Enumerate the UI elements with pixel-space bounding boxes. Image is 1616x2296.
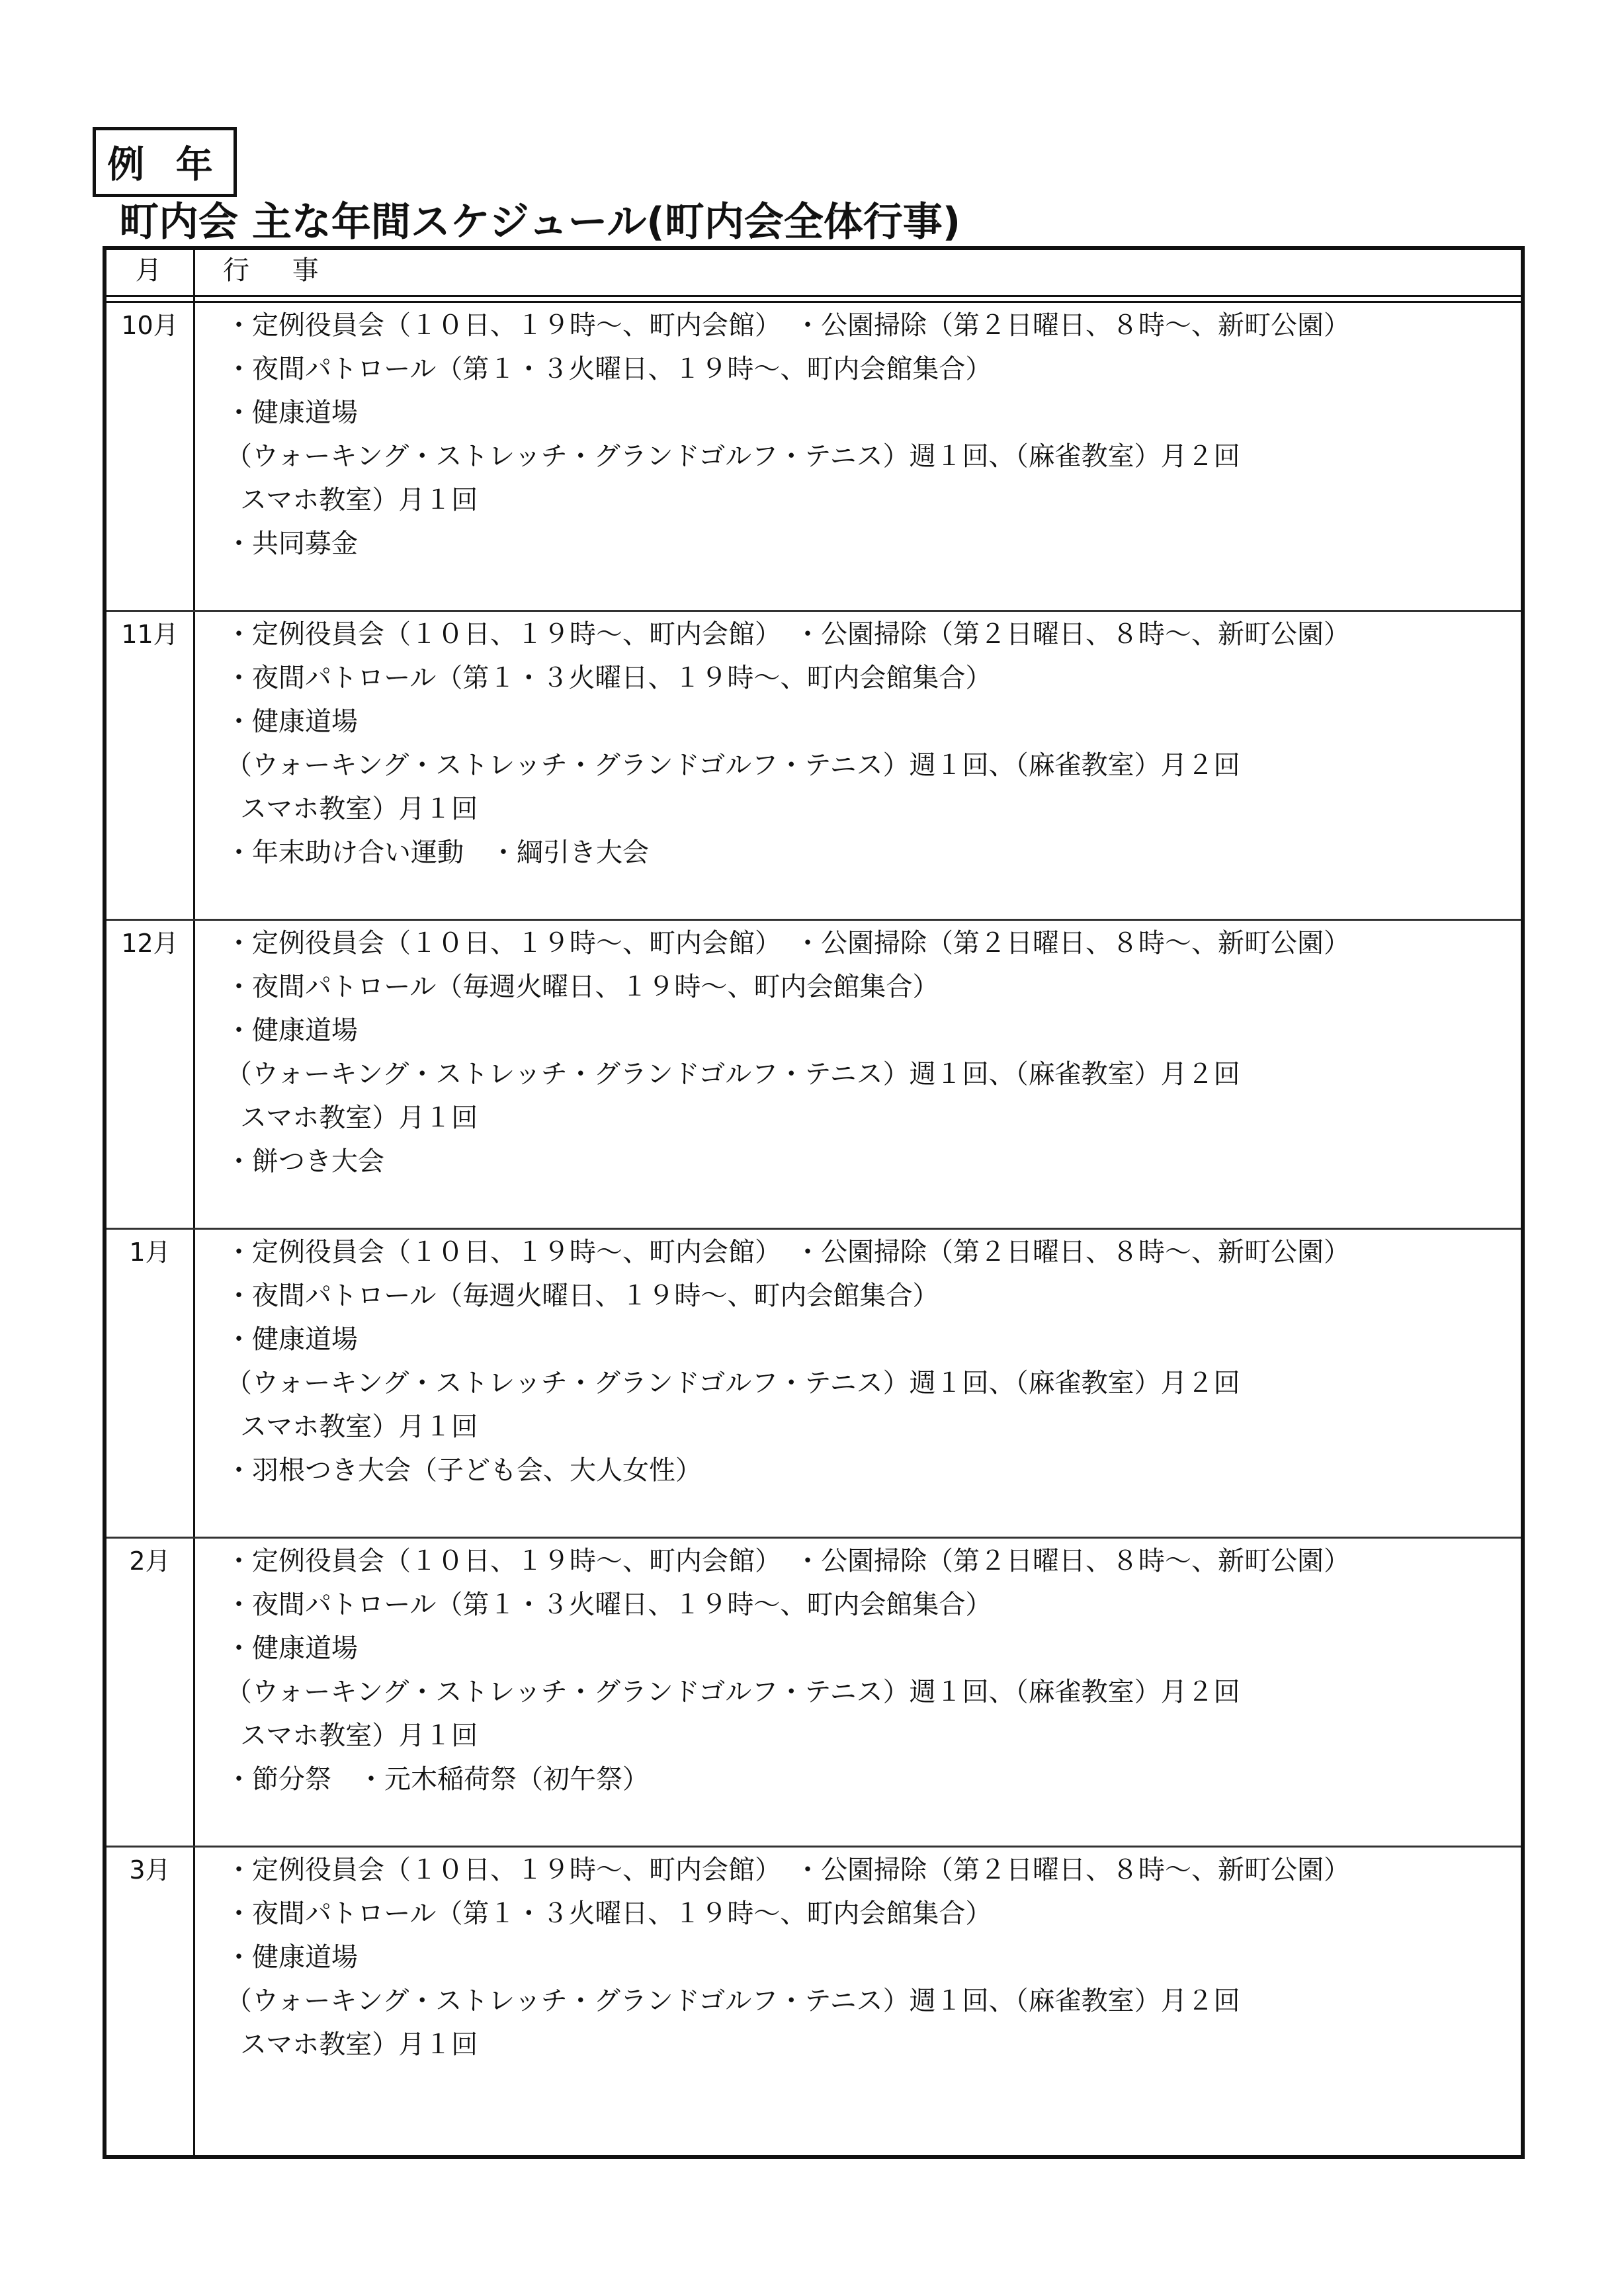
month-label: 2月 bbox=[129, 1547, 171, 1576]
table-header bbox=[106, 250, 1521, 295]
event-line: ・健康道場 bbox=[226, 1015, 358, 1046]
event-line: ・餅つき大会 bbox=[226, 1146, 384, 1177]
event-line: スマホ教室）月１回 bbox=[240, 794, 478, 824]
event-line: ・健康道場 bbox=[226, 1324, 358, 1355]
event-line: ・節分祭 ・元木稲荷祭（初午祭） bbox=[226, 1764, 649, 1795]
event-line: ・定例役員会（１０日、１９時～、町内会館） ・公園掃除（第２日曜日、８時～、新町公園） bbox=[226, 928, 1350, 958]
month-label: 1月 bbox=[129, 1238, 171, 1267]
event-line: （ウォーキング・ストレッチ・グランドゴルフ・テニス）週１回、（麻雀教室）月２回 bbox=[226, 1059, 1240, 1089]
event-line: ・健康道場 bbox=[226, 1942, 358, 1973]
event-line: ・共同募金 bbox=[226, 529, 358, 559]
event-line: （ウォーキング・ストレッチ・グランドゴルフ・テニス）週１回、（麻雀教室）月２回 bbox=[226, 750, 1240, 781]
month-row-march bbox=[106, 1848, 1521, 2156]
month-row-october bbox=[106, 303, 1521, 612]
header-month: 月 bbox=[135, 255, 165, 286]
event-line: スマホ教室）月１回 bbox=[240, 1412, 478, 1442]
section-tag-label: 例 年 bbox=[107, 144, 222, 187]
event-line: ・定例役員会（１０日、１９時～、町内会館） ・公園掃除（第２日曜日、８時～、新町公園） bbox=[226, 619, 1350, 650]
month-row-december bbox=[106, 921, 1521, 1230]
event-list bbox=[226, 617, 1508, 879]
schedule-table bbox=[103, 246, 1525, 2159]
month-row-january bbox=[106, 1230, 1521, 1539]
event-line: ・健康道場 bbox=[226, 706, 358, 737]
event-line: ・定例役員会（１０日、１９時～、町内会館） ・公園掃除（第２日曜日、８時～、新町公園） bbox=[226, 310, 1350, 341]
event-line: ・健康道場 bbox=[226, 1633, 358, 1664]
month-label: 12月 bbox=[121, 929, 179, 958]
event-line: （ウォーキング・ストレッチ・グランドゴルフ・テニス）週１回、（麻雀教室）月２回 bbox=[226, 1986, 1240, 2016]
event-line: ・夜間パトロール（第１・３火曜日、１９時～、町内会館集合） bbox=[226, 1898, 992, 1929]
event-line: ・夜間パトロール（毎週火曜日、１９時～、町内会館集合） bbox=[226, 1281, 939, 1311]
event-list bbox=[226, 1853, 1508, 2071]
event-list bbox=[226, 1235, 1508, 1497]
section-tag bbox=[93, 127, 237, 197]
event-line: ・定例役員会（１０日、１９時～、町内会館） ・公園掃除（第２日曜日、８時～、新町公園） bbox=[226, 1237, 1350, 1267]
month-row-february bbox=[106, 1539, 1521, 1848]
event-line: ・定例役員会（１０日、１９時～、町内会館） ・公園掃除（第２日曜日、８時～、新町公園） bbox=[226, 1546, 1350, 1576]
event-list bbox=[226, 1544, 1508, 1806]
event-line: （ウォーキング・ストレッチ・グランドゴルフ・テニス）週１回、（麻雀教室）月２回 bbox=[226, 1677, 1240, 1707]
month-row-november bbox=[106, 612, 1521, 921]
event-list bbox=[226, 308, 1508, 570]
event-line: ・夜間パトロール（第１・３火曜日、１９時～、町内会館集合） bbox=[226, 354, 992, 384]
event-line: スマホ教室）月１回 bbox=[240, 1103, 478, 1133]
month-label: 10月 bbox=[121, 311, 179, 340]
header-events: 行 事 bbox=[223, 255, 336, 286]
header-double-rule bbox=[106, 295, 1521, 303]
event-line: ・定例役員会（１０日、１９時～、町内会館） ・公園掃除（第２日曜日、８時～、新町公園） bbox=[226, 1855, 1350, 1885]
event-line: （ウォーキング・ストレッチ・グランドゴルフ・テニス）週１回、（麻雀教室）月２回 bbox=[226, 1368, 1240, 1398]
document-title: 町内会 主な年間スケジュール(町内会全体行事) bbox=[119, 199, 961, 245]
event-line: （ウォーキング・ストレッチ・グランドゴルフ・テニス）週１回、（麻雀教室）月２回 bbox=[226, 441, 1240, 472]
event-line: ・夜間パトロール（第１・３火曜日、１９時～、町内会館集合） bbox=[226, 1590, 992, 1620]
event-line: スマホ教室）月１回 bbox=[240, 1721, 478, 1751]
month-label: 11月 bbox=[121, 620, 179, 649]
event-line: スマホ教室）月１回 bbox=[240, 2029, 478, 2060]
event-line: ・羽根つき大会（子ども会、大人女性） bbox=[226, 1455, 702, 1486]
event-line: ・健康道場 bbox=[226, 398, 358, 428]
event-list bbox=[226, 926, 1508, 1188]
event-line: スマホ教室）月１回 bbox=[240, 485, 478, 515]
month-label: 3月 bbox=[129, 1855, 171, 1885]
event-line: ・夜間パトロール（第１・３火曜日、１９時～、町内会館集合） bbox=[226, 663, 992, 693]
event-line: ・年末助け合い運動 ・綱引き大会 bbox=[226, 837, 649, 868]
event-line: ・夜間パトロール（毎週火曜日、１９時～、町内会館集合） bbox=[226, 972, 939, 1002]
